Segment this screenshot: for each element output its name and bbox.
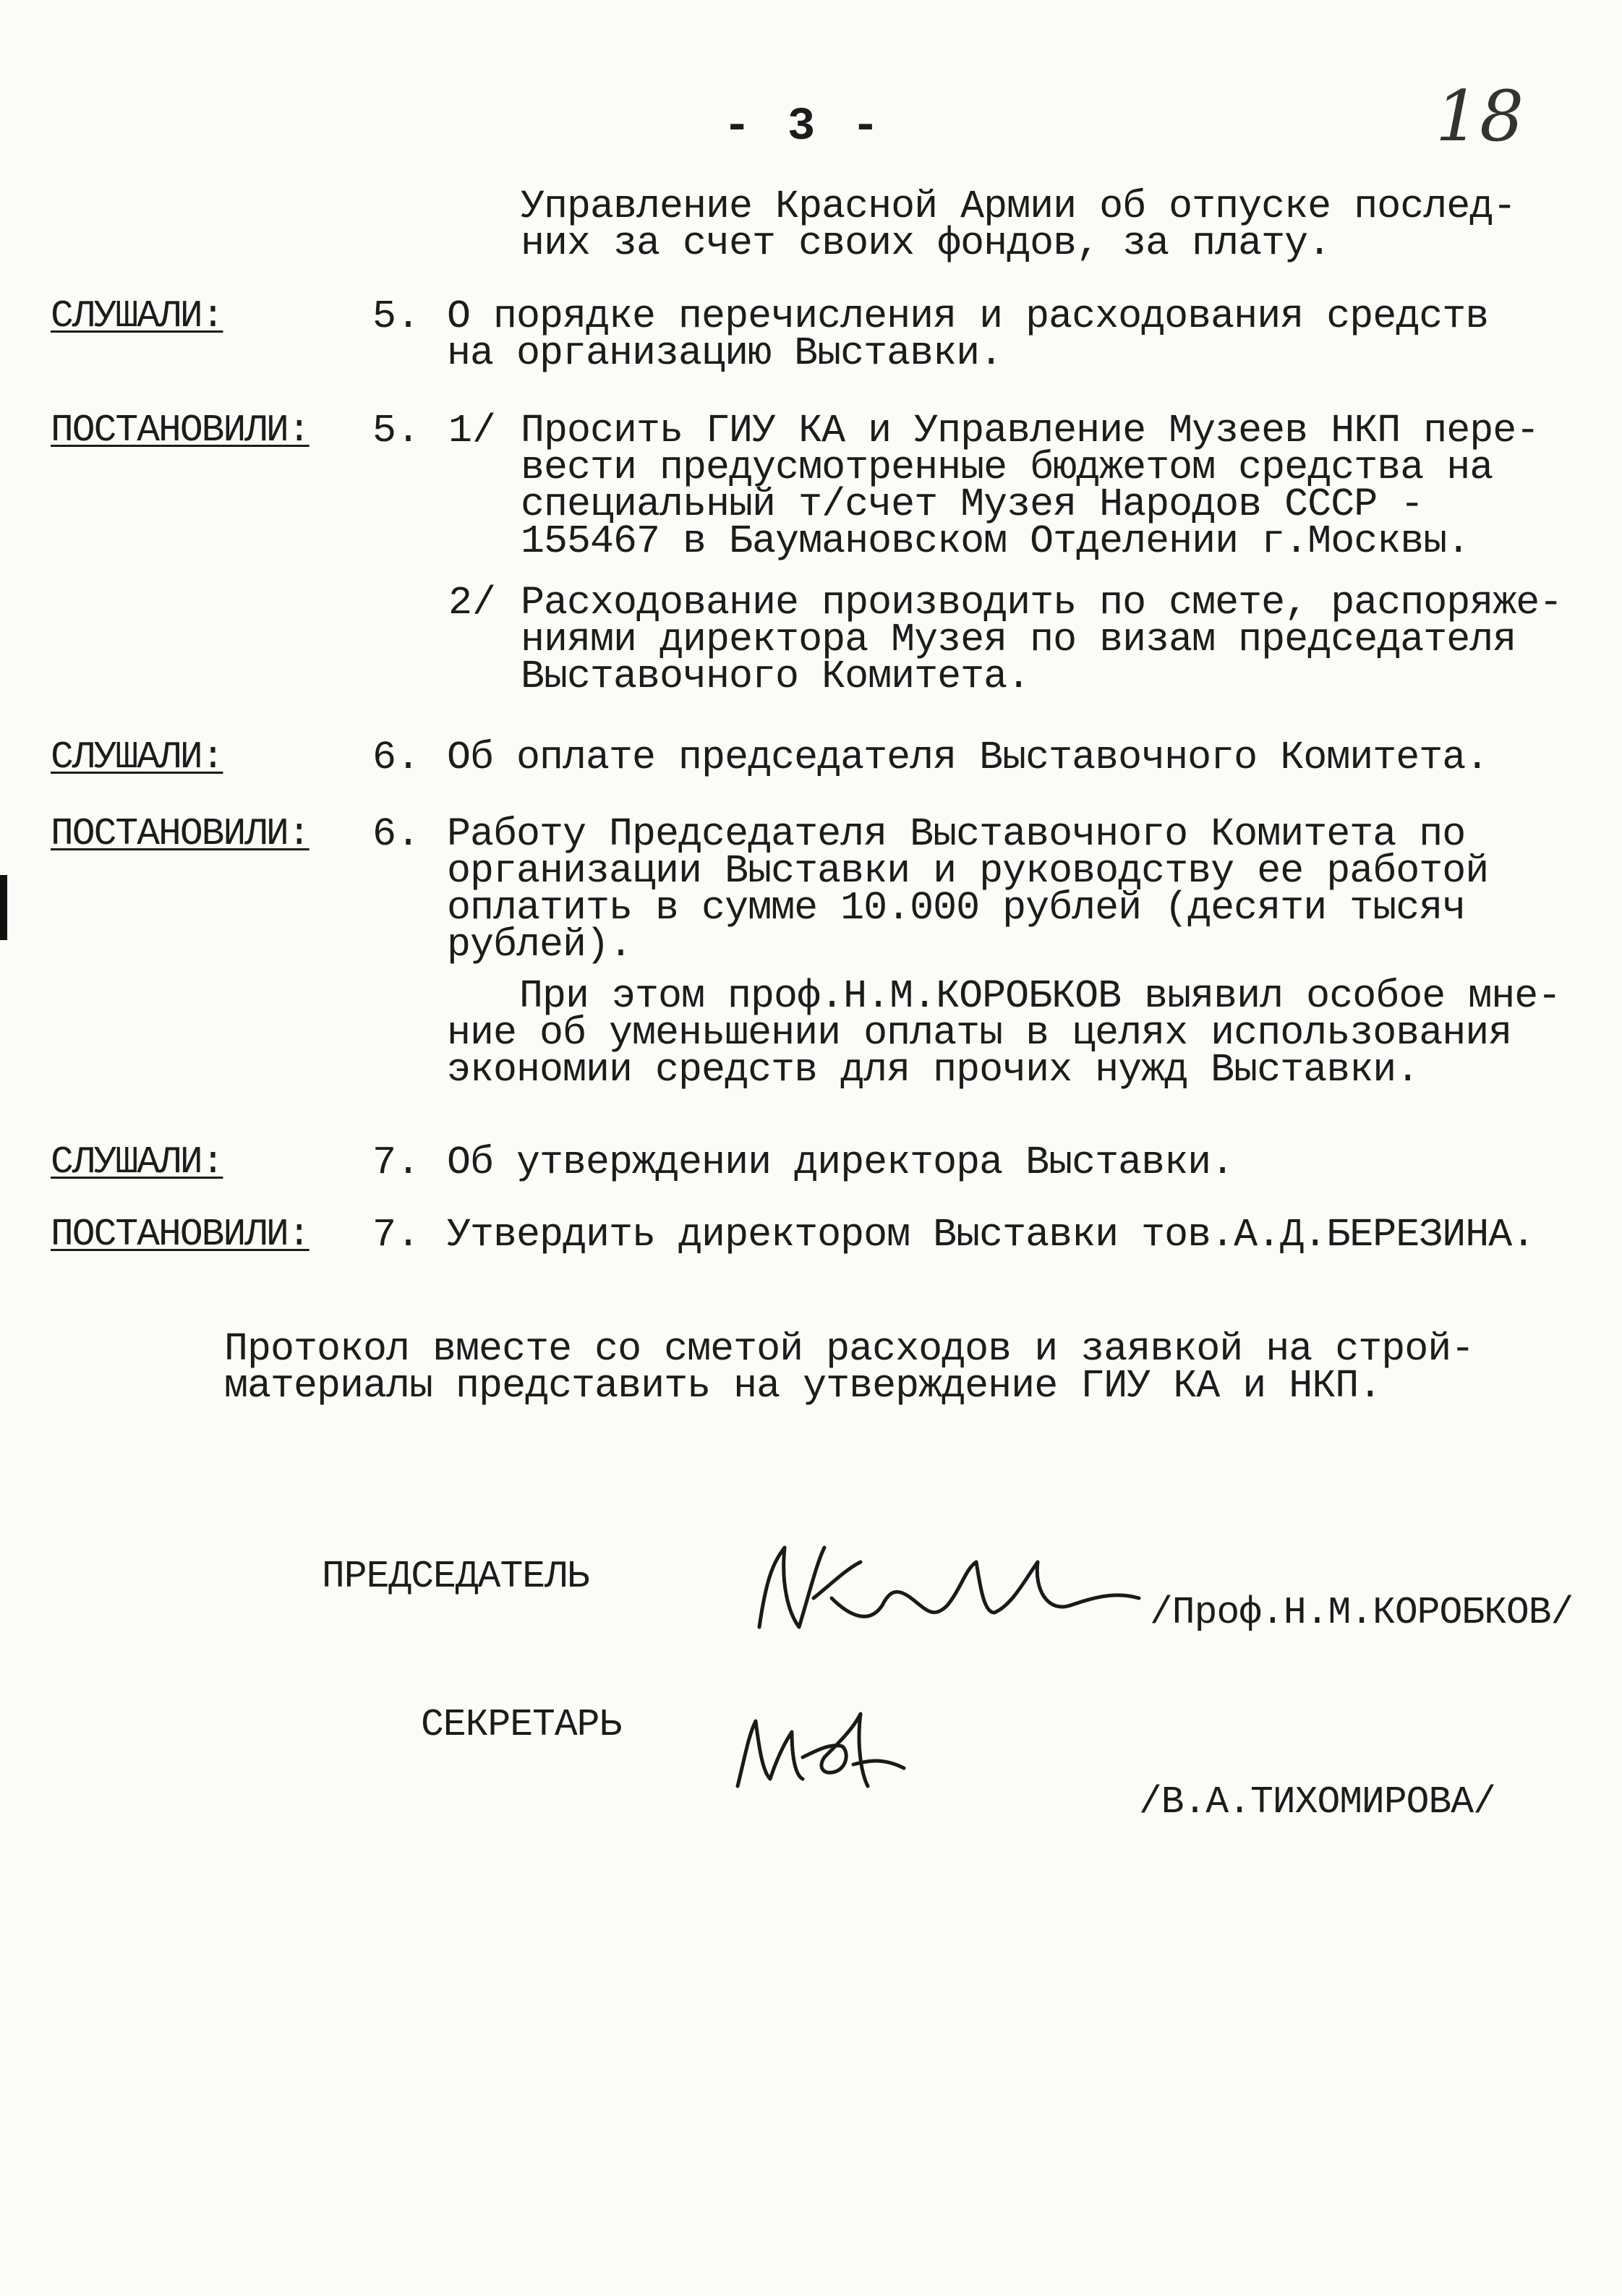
heard-label: СЛУШАЛИ: — [51, 294, 223, 338]
secretary-title: СЕКРЕТАРЬ — [421, 1703, 622, 1746]
item-number: 5. — [372, 408, 421, 453]
sub-item-text — [521, 580, 1563, 699]
item-text — [447, 1212, 1535, 1258]
text-line: Работу Председателя Выставочного Комитета по — [447, 811, 1466, 857]
text-line: Протокол вместе со сметой расходов и заявкой на строй- — [224, 1326, 1474, 1372]
resolved-label: ПОСТАНОВИЛИ: — [51, 812, 310, 855]
closing-paragraph — [224, 1326, 1474, 1409]
text-line: При этом проф.Н.М.КОРОБКОВ выявил особое мне- — [519, 973, 1561, 1019]
chairman-name: /Проф.Н.М.КОРОБКОВ/ — [1150, 1591, 1574, 1634]
text-line: Об утверждении директора Выставки. — [447, 1140, 1234, 1185]
text-line: организации Выставки и руководству ее работой — [447, 848, 1489, 894]
resolved-label: ПОСТАНОВИЛИ: — [51, 1213, 310, 1256]
continuation-paragraph — [521, 184, 1516, 266]
text-line: Утвердить директором Выставки тов.А.Д.БЕРЕЗИНА. — [447, 1212, 1535, 1258]
text-line: О порядке перечисления и расходования средств — [447, 294, 1489, 339]
text-line: Расходование производить по смете, распоряже- — [521, 580, 1563, 626]
sub-marker: 1/ — [448, 408, 497, 453]
chairman-title: ПРЕДСЕДАТЕЛЬ — [322, 1555, 589, 1598]
sub-item-text — [521, 408, 1540, 564]
text-line: Об оплате председателя Выставочного Комитета. — [447, 735, 1489, 780]
text-line: ниями директора Музея по визам председателя — [521, 617, 1516, 662]
text-line: на организацию Выставки. — [447, 330, 1003, 376]
text-line: 155467 в Баумановском Отделении г.Москвы. — [521, 518, 1470, 564]
text-line: них за счет своих фондов, за плату. — [521, 221, 1331, 266]
text-line: вести предусмотренные бюджетом средства на — [521, 445, 1493, 490]
folio-number: 18 — [1435, 76, 1524, 157]
text-line: материалы представить на утверждение ГИУ КА и НКП. — [224, 1363, 1382, 1409]
scan-edge-mark — [0, 875, 7, 940]
item-number: 5. — [372, 294, 421, 339]
heard-label: СЛУШАЛИ: — [51, 1140, 223, 1184]
text-line: экономии средств для прочих нужд Выставки. — [447, 1047, 1420, 1093]
item-number: 7. — [372, 1212, 421, 1258]
item-number: 6. — [372, 811, 421, 857]
page-number: - 3 - — [723, 101, 884, 153]
secretary-name: /В.А.ТИХОМИРОВА/ — [1139, 1780, 1495, 1824]
dissent-note — [447, 973, 1561, 1093]
item-text — [447, 811, 1489, 968]
secretary-signature — [723, 1699, 926, 1815]
sub-marker: 2/ — [448, 580, 497, 626]
text-line: Просить ГИУ КА и Управление Музеев НКП пере- — [521, 408, 1540, 453]
chairman-signature — [745, 1519, 1150, 1663]
text-line: ние об уменьшении оплаты в целях использования — [447, 1010, 1512, 1056]
item-text — [447, 294, 1489, 376]
text-line: Выставочного Комитета. — [521, 654, 1030, 699]
heard-label: СЛУШАЛИ: — [51, 735, 223, 779]
item-text — [447, 735, 1489, 780]
item-number: 6. — [372, 735, 421, 780]
text-line: Управление Красной Армии об отпуске послед- — [521, 184, 1516, 229]
text-line: оплатить в сумме 10.000 рублей (десяти тысяч — [447, 885, 1466, 931]
text-line: специальный т/счет Музея Народов СССР - — [521, 482, 1424, 527]
resolved-label: ПОСТАНОВИЛИ: — [51, 409, 310, 452]
item-number: 7. — [372, 1140, 421, 1185]
text-line: рублей). — [447, 922, 633, 968]
item-text — [447, 1140, 1234, 1185]
